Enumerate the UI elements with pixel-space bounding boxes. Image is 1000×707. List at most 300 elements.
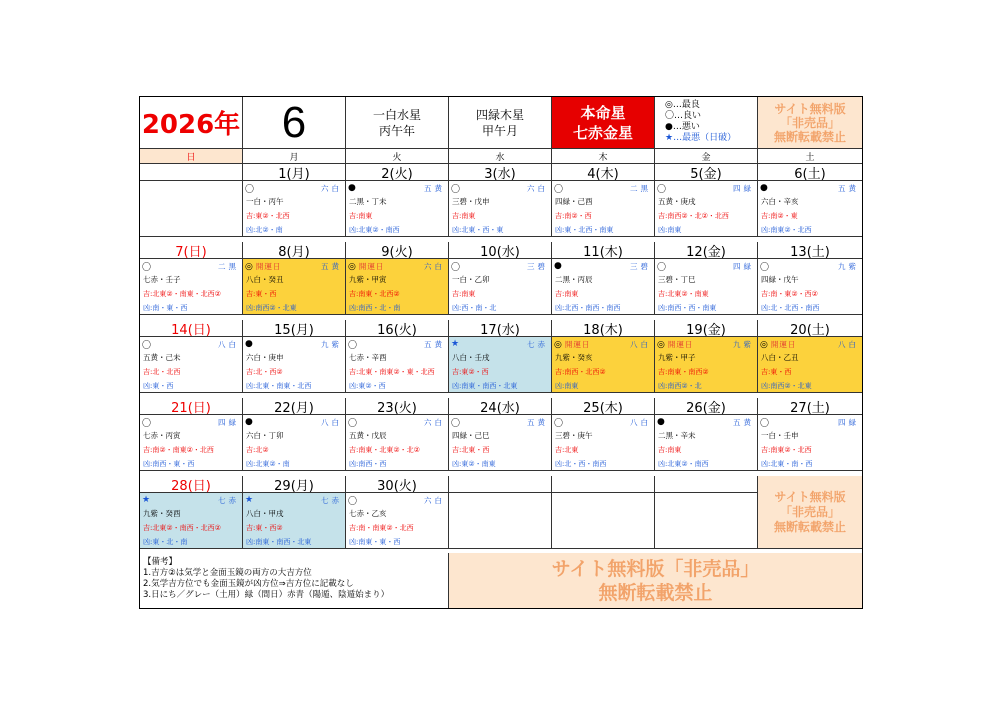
fortune-header: [140, 415, 242, 429]
fortune-mark: ◎: [554, 339, 562, 350]
day-fortune: [346, 337, 449, 393]
day-star: 六白: [321, 183, 342, 193]
fortune-mark: 〇: [451, 184, 461, 195]
day-number: 18(木): [552, 320, 655, 337]
day-kanshi: 五黄・庚戌: [658, 197, 696, 206]
notes-line-2: 2.気学吉方位でも金面玉鏡が凶方位⇒吉方位に記載なし: [143, 579, 354, 589]
day-star: 八白: [838, 339, 859, 349]
fortune-mark: 〇: [760, 262, 770, 273]
day-number: 26(金): [655, 398, 758, 415]
lucky-directions: 吉:南西②・北②・北西: [658, 212, 729, 220]
day-fortune: [346, 493, 449, 549]
day-kanshi: 四緑・戊午: [761, 275, 799, 284]
fortune-mark: 〇: [348, 496, 358, 507]
fortune-left: [760, 416, 769, 429]
day-number: 8(月): [243, 242, 346, 259]
fortune-header: [655, 259, 757, 273]
fortune-header: [243, 493, 345, 507]
day-star: 九紫: [733, 339, 754, 349]
fortune-mark: 〇: [142, 340, 152, 351]
fortune-mark: ●: [348, 183, 356, 193]
lucky-directions: 吉:東②・北西: [246, 212, 290, 220]
day-fortune: [758, 337, 862, 393]
fortune-left: [760, 183, 768, 193]
day-fortune: [449, 181, 552, 237]
empty-cell: [552, 493, 655, 549]
lucky-directions: 吉:南東・北西②: [349, 290, 400, 298]
day-kanshi: 八白・甲戌: [246, 509, 284, 518]
day-number: 29(月): [243, 476, 346, 493]
day-number: 17(水): [449, 320, 552, 337]
fortune-left: [657, 417, 665, 427]
fortune-left: [451, 260, 460, 273]
lucky-directions: 吉:南東・北東②・北②: [349, 446, 420, 454]
fortune-left: [451, 416, 460, 429]
day-star: 九紫: [838, 261, 859, 271]
day-star: 二黒: [630, 183, 651, 193]
fortune-mark: 〇: [657, 184, 667, 195]
fortune-mark: 〇: [451, 262, 461, 273]
unlucky-directions: 凶:東②・南東: [452, 460, 496, 468]
weekday-4: 木: [552, 149, 655, 164]
empty-cell: [655, 493, 758, 549]
fortune-header: [140, 337, 242, 351]
fortune-header: [655, 337, 757, 351]
day-kanshi: 六白・庚申: [246, 353, 284, 362]
kaiun-label: 開運日: [358, 261, 385, 271]
day-kanshi: 三碧・戊申: [452, 197, 490, 206]
kaiun-label: 開運日: [564, 339, 591, 349]
unlucky-directions: 凶:東②・西: [349, 382, 386, 390]
day-number: 27(土): [758, 398, 862, 415]
day-fortune: [655, 415, 758, 471]
day-fortune: [140, 259, 243, 315]
unlucky-directions: 凶:北東②・南西: [349, 226, 400, 234]
fortune-left: [245, 495, 253, 505]
month-star: [449, 97, 552, 149]
free-notice-big-line1: サイト無料版「非売品」: [551, 557, 760, 580]
fortune-left: [142, 495, 150, 505]
day-kanshi: 八白・壬戌: [452, 353, 490, 362]
legend-good: 〇…良い: [665, 111, 702, 121]
day-number: 28(日): [140, 476, 243, 493]
day-kanshi: 二黒・丙辰: [555, 275, 593, 284]
fortune-header: [655, 181, 757, 195]
day-number: 2(火): [346, 164, 449, 181]
unlucky-directions: 凶:南西・西・南東: [658, 304, 717, 312]
fortune-left: [245, 417, 253, 427]
day-fortune: [758, 415, 862, 471]
unlucky-directions: 凶:北東・西・東: [452, 226, 504, 234]
day-fortune: [140, 493, 243, 549]
day-fortune: [449, 415, 552, 471]
month-star-line1: 四緑木星: [475, 107, 524, 122]
lucky-directions: 吉:北・西②: [246, 368, 283, 376]
fortune-mark: ◎: [348, 261, 356, 272]
day-fortune: [346, 259, 449, 315]
fortune-header: [140, 493, 242, 507]
fortune-mark: ◎: [657, 339, 665, 350]
fortune-left: [245, 261, 281, 272]
fortune-mark: 〇: [554, 418, 564, 429]
fortune-mark: ◎: [245, 261, 253, 272]
notes-title: 【備考】: [143, 557, 178, 567]
day-star: 九紫: [321, 339, 342, 349]
calendar: [139, 96, 863, 609]
fortune-left: [142, 416, 151, 429]
fortune-header: [346, 259, 448, 273]
day-star: 七赤: [321, 495, 342, 505]
fortune-mark: 〇: [245, 184, 255, 195]
fortune-left: [142, 338, 151, 351]
fortune-left: [451, 182, 460, 195]
day-kanshi: 二黒・辛未: [658, 431, 696, 440]
unlucky-directions: 凶:南東・南西・北東: [246, 538, 312, 546]
legend-best: ◎…最良: [665, 100, 700, 110]
day-star: 八白: [630, 339, 651, 349]
day-fortune: [758, 181, 862, 237]
unlucky-directions: 凶:南西・東・西: [143, 460, 195, 468]
fortune-mark: 〇: [657, 262, 667, 273]
fortune-left: [657, 182, 666, 195]
day-fortune: [449, 337, 552, 393]
legend-bad: ●…悪い: [665, 122, 700, 132]
fortune-left: [657, 260, 666, 273]
lucky-directions: 吉:南東②・北西: [761, 446, 812, 454]
weekday-2: 火: [346, 149, 449, 164]
day-kanshi: 八白・癸丑: [246, 275, 284, 284]
month-star-line2: 甲午月: [481, 123, 518, 138]
fortune-header: [243, 259, 345, 273]
weekday-6: 土: [758, 149, 862, 164]
fortune-header: [552, 337, 654, 351]
day-kanshi: 一白・丙午: [246, 197, 284, 206]
honmei-line2: 七赤金星: [572, 123, 633, 142]
day-fortune: [243, 337, 346, 393]
day-fortune: [140, 415, 243, 471]
free-notice-small: [758, 476, 862, 549]
fortune-mark: ●: [554, 261, 562, 271]
fortune-header: [346, 493, 448, 507]
day-number: [140, 164, 243, 181]
fortune-mark: 〇: [348, 340, 358, 351]
fortune-left: [348, 338, 357, 351]
fortune-header: [346, 415, 448, 429]
fortune-left: [760, 260, 769, 273]
month-number: 6: [243, 97, 346, 149]
day-star: 四緑: [733, 261, 754, 271]
fortune-header: [758, 181, 862, 195]
lucky-directions: 吉:東②・西: [452, 368, 489, 376]
fortune-mark: ●: [245, 339, 253, 349]
day-number: 19(金): [655, 320, 758, 337]
fortune-header: [449, 337, 551, 351]
day-fortune: [552, 259, 655, 315]
day-star: 五黄: [321, 261, 342, 271]
unlucky-directions: 凶:南東: [555, 382, 579, 390]
day-fortune: [346, 415, 449, 471]
lucky-directions: 吉:東・西: [761, 368, 792, 376]
fortune-mark: ●: [245, 417, 253, 427]
notes-box: [140, 553, 449, 608]
day-kanshi: 一白・壬申: [761, 431, 799, 440]
lucky-directions: 吉:北東②・南西・北西②: [143, 524, 221, 532]
unlucky-directions: 凶:北東・南東・北西: [246, 382, 312, 390]
fortune-header: [552, 181, 654, 195]
free-notice-big-line2: 無断転載禁止: [598, 581, 713, 604]
day-star: 八白: [630, 417, 651, 427]
day-kanshi: 五黄・戊辰: [349, 431, 387, 440]
day-number: 14(日): [140, 320, 243, 337]
weekday-1: 月: [243, 149, 346, 164]
day-fortune: [655, 181, 758, 237]
day-star: 五黄: [424, 339, 445, 349]
fortune-header: [449, 181, 551, 195]
day-number: 9(火): [346, 242, 449, 259]
fortune-header: [243, 415, 345, 429]
lucky-directions: 吉:北東②・南東: [658, 290, 709, 298]
day-fortune: [243, 259, 346, 315]
day-star: 六白: [424, 261, 445, 271]
fortune-mark: ★: [142, 495, 151, 505]
lucky-directions: 吉:東・西: [246, 290, 277, 298]
day-fortune: [346, 181, 449, 237]
unlucky-directions: 凶:北東②・南: [246, 460, 290, 468]
day-star: 四緑: [218, 417, 239, 427]
fortune-left: [245, 182, 254, 195]
day-star: 七赤: [527, 339, 548, 349]
unlucky-directions: 凶:西・南・北: [452, 304, 497, 312]
fortune-header: [243, 181, 345, 195]
day-number: [449, 476, 552, 493]
day-number: 16(火): [346, 320, 449, 337]
day-kanshi: 二黒・丁未: [349, 197, 387, 206]
day-number: 24(水): [449, 398, 552, 415]
fortune-header: [346, 181, 448, 195]
unlucky-directions: 凶:北西・南西・南西: [555, 304, 621, 312]
day-kanshi: 三碧・庚午: [555, 431, 593, 440]
fortune-header: [449, 259, 551, 273]
unlucky-directions: 凶:南東・南西・北東: [452, 382, 518, 390]
fortune-mark: 〇: [142, 262, 152, 273]
fortune-header: [449, 415, 551, 429]
day-number: 23(火): [346, 398, 449, 415]
day-number: [655, 476, 758, 493]
fortune-left: [554, 416, 563, 429]
year-label: 2026年: [140, 97, 243, 149]
day-star: 五黄: [838, 183, 859, 193]
unlucky-directions: 凶:南東: [658, 226, 682, 234]
day-kanshi: 六白・辛亥: [761, 197, 799, 206]
weekday-3: 水: [449, 149, 552, 164]
lucky-directions: 吉:南東: [658, 446, 682, 454]
day-star: 七赤: [218, 495, 239, 505]
fortune-header: [346, 337, 448, 351]
day-fortune: [758, 259, 862, 315]
day-number: 11(木): [552, 242, 655, 259]
fortune-left: [554, 182, 563, 195]
lucky-directions: 吉:南②・東: [761, 212, 798, 220]
day-number: 30(火): [346, 476, 449, 493]
day-fortune: [655, 259, 758, 315]
day-kanshi: 四緑・己巳: [452, 431, 490, 440]
day-star: 五黄: [733, 417, 754, 427]
lucky-directions: 吉:南東: [555, 290, 579, 298]
day-kanshi: 九紫・甲寅: [349, 275, 387, 284]
honmei-star: [552, 97, 655, 149]
kaiun-label: 開運日: [255, 261, 282, 271]
lucky-directions: 吉:南東: [452, 212, 476, 220]
fortune-mark: ★: [451, 339, 460, 349]
day-number: 4(木): [552, 164, 655, 181]
day-star: 四緑: [733, 183, 754, 193]
unlucky-directions: 凶:南東・東・西: [349, 538, 401, 546]
fortune-left: [348, 416, 357, 429]
unlucky-directions: 凶:北・西・南西: [555, 460, 607, 468]
day-star: 四緑: [838, 417, 859, 427]
day-star: 八白: [218, 339, 239, 349]
day-number: 6(土): [758, 164, 862, 181]
day-fortune: [552, 337, 655, 393]
day-kanshi: 九紫・癸亥: [555, 353, 593, 362]
fortune-mark: 〇: [760, 418, 770, 429]
day-kanshi: 七赤・乙亥: [349, 509, 387, 518]
day-kanshi: 七赤・辛酉: [349, 353, 387, 362]
lucky-directions: 吉:南・東②・西②: [761, 290, 818, 298]
day-number: 22(月): [243, 398, 346, 415]
fortune-mark: 〇: [348, 418, 358, 429]
free-notice-line1: サイト無料版: [774, 101, 846, 116]
unlucky-directions: 凶:南西②・北東: [246, 304, 297, 312]
notes-line-1: 1.吉方②は気学と金面玉鏡の両方の大吉方位: [143, 568, 312, 578]
day-kanshi: 四緑・己酉: [555, 197, 593, 206]
free-notice-line2: 「非売品」: [779, 115, 840, 130]
day-number: 7(日): [140, 242, 243, 259]
unlucky-directions: 凶:東・西: [143, 382, 174, 390]
lucky-directions: 吉:南東: [349, 212, 373, 220]
lucky-directions: 吉:北東・南東②・東・北西: [349, 368, 435, 376]
fortune-left: [245, 339, 253, 349]
unlucky-directions: 凶:北②・南: [246, 226, 283, 234]
day-star: 六白: [424, 417, 445, 427]
day-number: 13(土): [758, 242, 862, 259]
unlucky-directions: 凶:北東・南・西: [761, 460, 813, 468]
day-star: 六白: [424, 495, 445, 505]
unlucky-directions: 凶:南西・西: [349, 460, 387, 468]
fortune-mark: 〇: [142, 418, 152, 429]
fortune-mark: ★: [245, 495, 254, 505]
day-kanshi: 七赤・壬子: [143, 275, 181, 284]
fortune-mark: ◎: [760, 339, 768, 350]
day-fortune: [552, 181, 655, 237]
lucky-directions: 吉:南東・南西②: [658, 368, 709, 376]
unlucky-directions: 凶:南東②・北西: [761, 226, 812, 234]
lucky-directions: 吉:南②・南東②・北西: [143, 446, 214, 454]
kaiun-label: 開運日: [667, 339, 694, 349]
legend-worst: ★…最悪（日破）: [665, 133, 737, 143]
fortune-header: [758, 415, 862, 429]
unlucky-directions: 凶:南西②・北東: [761, 382, 812, 390]
fortune-header: [758, 259, 862, 273]
unlucky-directions: 凶:南・東・西: [143, 304, 188, 312]
lucky-directions: 吉:南・南東②・北西: [349, 524, 414, 532]
day-number: 15(月): [243, 320, 346, 337]
fortune-left: [348, 261, 384, 272]
day-star: 三碧: [527, 261, 548, 271]
day-kanshi: 八白・乙丑: [761, 353, 799, 362]
fortune-mark: ●: [657, 417, 665, 427]
fortune-left: [348, 494, 357, 507]
day-fortune: [140, 337, 243, 393]
free-notice-line3: 無断転載禁止: [773, 129, 846, 144]
day-star: 六白: [527, 183, 548, 193]
day-number: 1(月): [243, 164, 346, 181]
day-fortune: [243, 181, 346, 237]
unlucky-directions: 凶:南西②・北: [658, 382, 702, 390]
free-notice-header: [758, 97, 862, 149]
weekday-5: 金: [655, 149, 758, 164]
day-star: 五黄: [527, 417, 548, 427]
free-notice-small-line: サイト無料版: [774, 489, 846, 504]
fortune-header: [758, 337, 862, 351]
fortune-header: [552, 415, 654, 429]
fortune-mark: 〇: [554, 184, 564, 195]
day-kanshi: 五黄・己未: [143, 353, 181, 362]
free-notice-big: [449, 553, 862, 608]
fortune-left: [554, 339, 590, 350]
day-number: 20(土): [758, 320, 862, 337]
day-number: 12(金): [655, 242, 758, 259]
day-star: 三碧: [630, 261, 651, 271]
fortune-header: [140, 259, 242, 273]
unlucky-directions: 凶:東・北西・南東: [555, 226, 614, 234]
day-fortune: [243, 493, 346, 549]
lucky-directions: 吉:北②: [246, 446, 269, 454]
empty-cell: [449, 493, 552, 549]
free-notice-small-line: 無断転載禁止: [773, 519, 846, 534]
day-number: 3(水): [449, 164, 552, 181]
day-fortune: [655, 337, 758, 393]
fortune-left: [348, 183, 356, 193]
fortune-left: [451, 339, 459, 349]
lucky-directions: 吉:南東: [452, 290, 476, 298]
day-kanshi: 七赤・丙寅: [143, 431, 181, 440]
fortune-left: [554, 261, 562, 271]
notes-line-3: 3.日にち／グレー（土用）緑（間日）赤青（陽遁、陰遁始まり）: [143, 590, 390, 600]
lucky-directions: 吉:南②・西: [555, 212, 592, 220]
lucky-directions: 吉:北・北西: [143, 368, 181, 376]
legend: [655, 97, 758, 149]
day-star: 五黄: [424, 183, 445, 193]
fortune-left: [142, 260, 151, 273]
free-notice-small-line: 「非売品」: [779, 504, 840, 519]
fortune-header: [243, 337, 345, 351]
day-fortune: [449, 259, 552, 315]
lucky-directions: 吉:北東・西: [452, 446, 490, 454]
fortune-left: [657, 339, 693, 350]
day-star: 二黒: [218, 261, 239, 271]
day-kanshi: 六白・丁卯: [246, 431, 284, 440]
fortune-header: [552, 259, 654, 273]
day-fortune: [243, 415, 346, 471]
fortune-left: [760, 339, 796, 350]
day-kanshi: 九紫・癸酉: [143, 509, 181, 518]
day-fortune: [552, 415, 655, 471]
fortune-header: [655, 415, 757, 429]
lucky-directions: 吉:東・西②: [246, 524, 283, 532]
day-kanshi: 三碧・丁巳: [658, 275, 696, 284]
day-star: 八白: [321, 417, 342, 427]
